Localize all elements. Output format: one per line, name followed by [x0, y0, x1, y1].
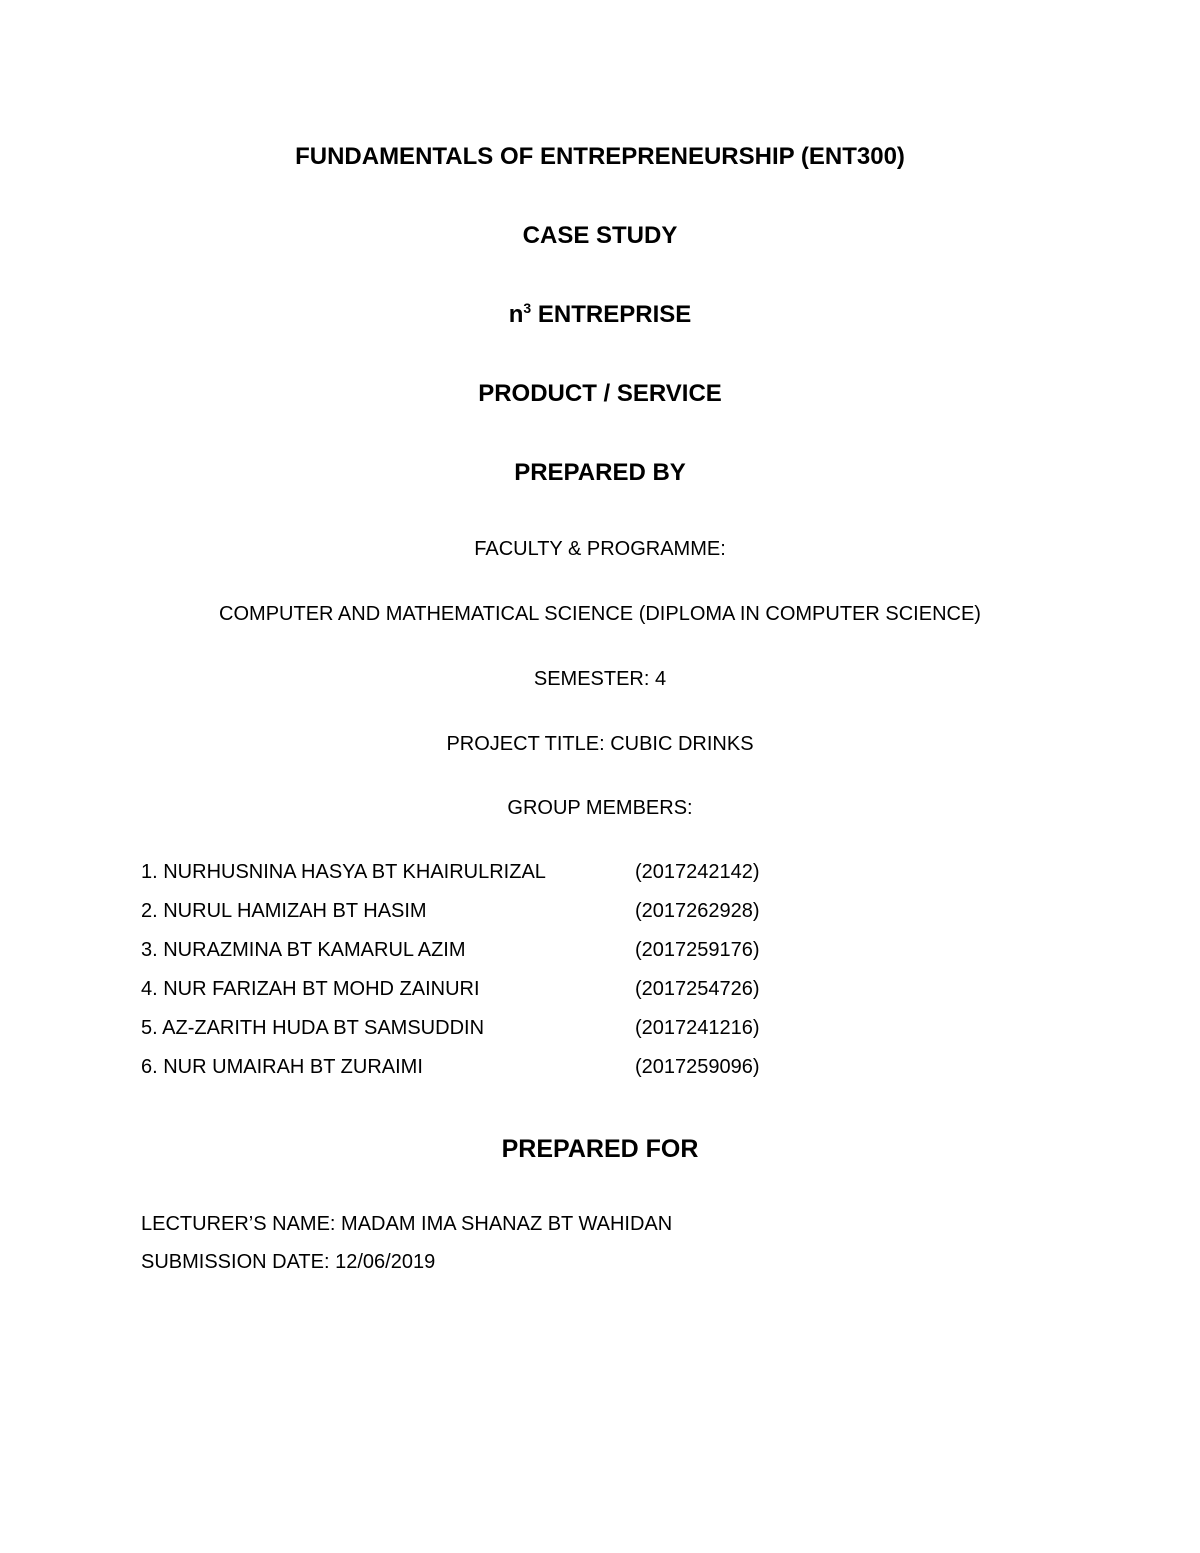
enterprise-prefix: n: [508, 301, 524, 328]
enterprise-superscript: 3: [523, 300, 532, 316]
member-id: (2017259096): [635, 1056, 760, 1078]
member-id: (2017242142): [635, 861, 760, 883]
group-members-label: GROUP MEMBERS:: [507, 797, 693, 819]
enterprise-suffix: ENTREPRISE: [531, 301, 692, 328]
prepared-for-heading: PREPARED FOR: [501, 1135, 699, 1163]
member-name: 6. NUR UMAIRAH BT ZURAIMI: [141, 1056, 423, 1078]
member-name: 5. AZ-ZARITH HUDA BT SAMSUDDIN: [141, 1017, 485, 1039]
faculty-label: FACULTY & PROGRAMME:: [474, 538, 726, 560]
member-id: (2017262928): [635, 900, 760, 922]
faculty-value: COMPUTER AND MATHEMATICAL SCIENCE (DIPLOMA IN COMPUTER SCIENCE): [219, 603, 981, 625]
semester: SEMESTER: 4: [533, 668, 667, 690]
prepared-by-heading: PREPARED BY: [514, 459, 686, 486]
member-name: 1. NURHUSNINA HASYA BT KHAIRULRIZAL: [141, 861, 546, 883]
member-id: (2017259176): [635, 939, 760, 961]
member-id: (2017241216): [635, 1017, 760, 1039]
project-title: PROJECT TITLE: CUBIC DRINKS: [446, 733, 754, 755]
member-name: 3. NURAZMINA BT KAMARUL AZIM: [141, 939, 466, 961]
enterprise-name: [0, 301, 1200, 329]
submission-date: SUBMISSION DATE: 12/06/2019: [141, 1251, 436, 1273]
member-name: 4. NUR FARIZAH BT MOHD ZAINURI: [141, 978, 480, 1000]
member-name: 2. NURUL HAMIZAH BT HASIM: [141, 900, 427, 922]
document-type: CASE STUDY: [522, 222, 678, 249]
lecturer-name: LECTURER’S NAME: MADAM IMA SHANAZ BT WAHIDAN: [141, 1213, 673, 1235]
course-title: FUNDAMENTALS OF ENTREPRENEURSHIP (ENT300): [295, 143, 905, 170]
product-service: PRODUCT / SERVICE: [478, 380, 722, 407]
member-id: (2017254726): [635, 978, 760, 1000]
